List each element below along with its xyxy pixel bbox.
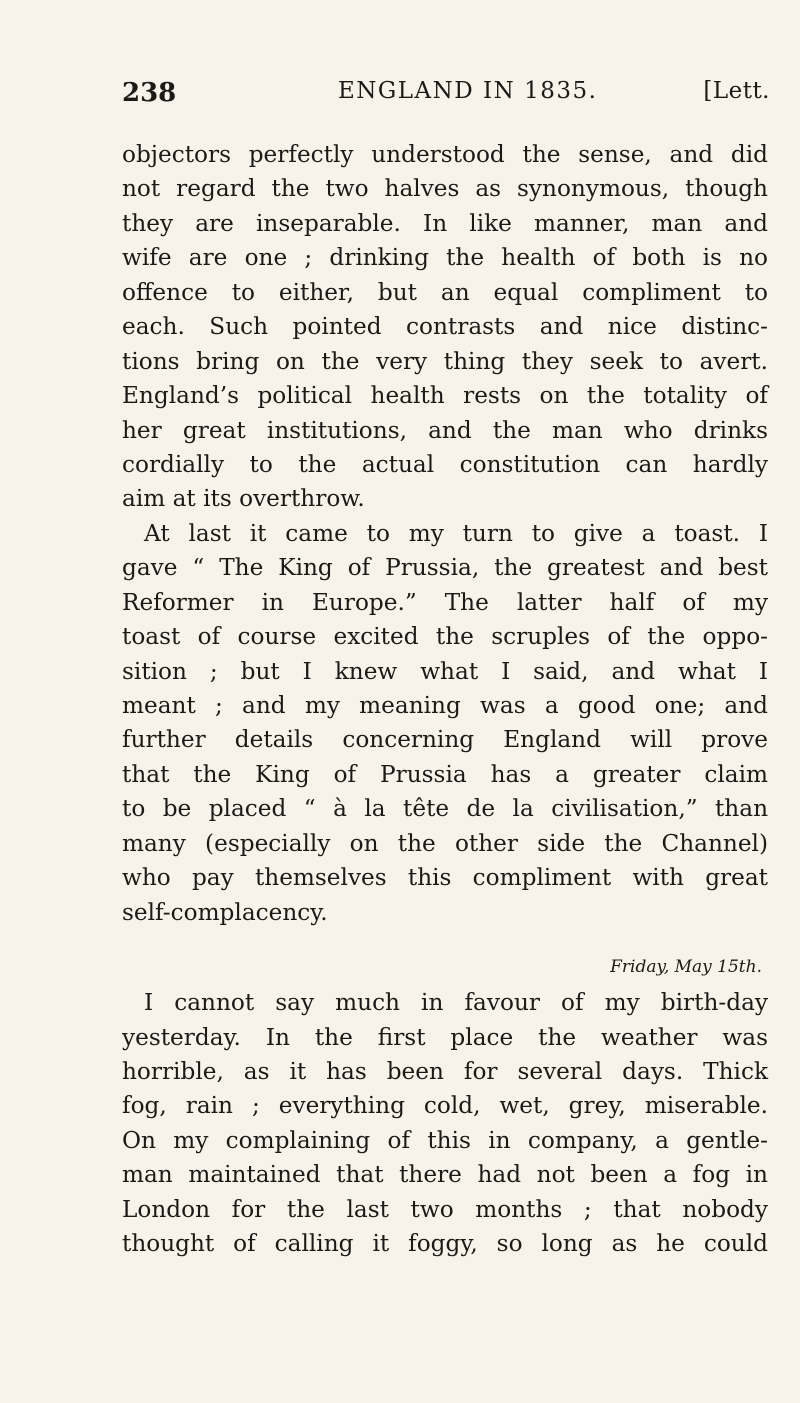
- text-line: man maintained that there had not been a fog in: [122, 1161, 768, 1189]
- running-head: [122, 78, 770, 112]
- text-line: I cannot say much in favour of my birth-day: [144, 989, 768, 1017]
- text-line: tions bring on the very thing they seek to avert.: [122, 347, 768, 375]
- paragraph-1: [122, 138, 768, 517]
- paragraph-2: [122, 517, 768, 930]
- text-line: many (especially on the other side the Channel): [122, 829, 768, 857]
- text-line: each. Such pointed contrasts and nice distinc-: [122, 313, 768, 341]
- running-title: ENGLAND IN 1835.: [338, 78, 598, 104]
- text-line: cordially to the actual constitution can hardly: [122, 450, 768, 478]
- text-line: London for the last two months ; that nobody: [122, 1195, 768, 1223]
- text-line: yesterday. In the first place the weather was: [122, 1023, 768, 1051]
- text-line: England’s political health rests on the totality of: [122, 382, 768, 410]
- text-line: to be placed “ à la tête de la civilisation,” than: [122, 795, 768, 823]
- text-line: objectors perfectly understood the sense, and did: [122, 141, 768, 168]
- text-line: fog, rain ; everything cold, wet, grey, miserable.: [122, 1092, 768, 1120]
- text-line: wife are one ; drinking the health of both is no: [122, 244, 768, 272]
- text-line: sition ; but I knew what I said, and what I: [122, 657, 768, 685]
- text-line: they are inseparable. In like manner, man and: [122, 209, 768, 237]
- text-line: that the King of Prussia has a greater claim: [122, 760, 768, 788]
- page-number: 238: [122, 78, 177, 108]
- text-line: further details concerning England will prove: [122, 726, 768, 754]
- text-line: thought of calling it foggy, so long as he could: [122, 1230, 768, 1258]
- text-line: aim at its overthrow.: [122, 485, 365, 513]
- text-line: her great institutions, and the man who drinks: [122, 416, 768, 444]
- dateline: Friday, May 15th.: [610, 957, 762, 978]
- text-line: offence to either, but an equal compliment to: [122, 278, 768, 306]
- body-text: [122, 138, 768, 1262]
- text-line: who pay themselves this compliment with great: [122, 864, 768, 892]
- text-line: Reformer in Europe.” The latter half of my: [122, 588, 768, 616]
- text-line: meant ; and my meaning was a good one; and: [122, 692, 768, 719]
- text-line: toast of course excited the scruples of the oppo-: [122, 623, 768, 651]
- text-line: gave “ The King of Prussia, the greatest and best: [122, 554, 768, 582]
- paragraph-3: [122, 986, 768, 1262]
- text-line: horrible, as it has been for several days. Thick: [122, 1057, 768, 1085]
- text-line: not regard the two halves as synonymous, though: [122, 175, 768, 203]
- text-line: At last it came to my turn to give a toast. I: [144, 519, 768, 547]
- text-line: On my complaining of this in company, a gentle-: [122, 1126, 768, 1154]
- text-line: self-complacency.: [122, 898, 328, 926]
- running-author: [Lett.: [703, 78, 770, 104]
